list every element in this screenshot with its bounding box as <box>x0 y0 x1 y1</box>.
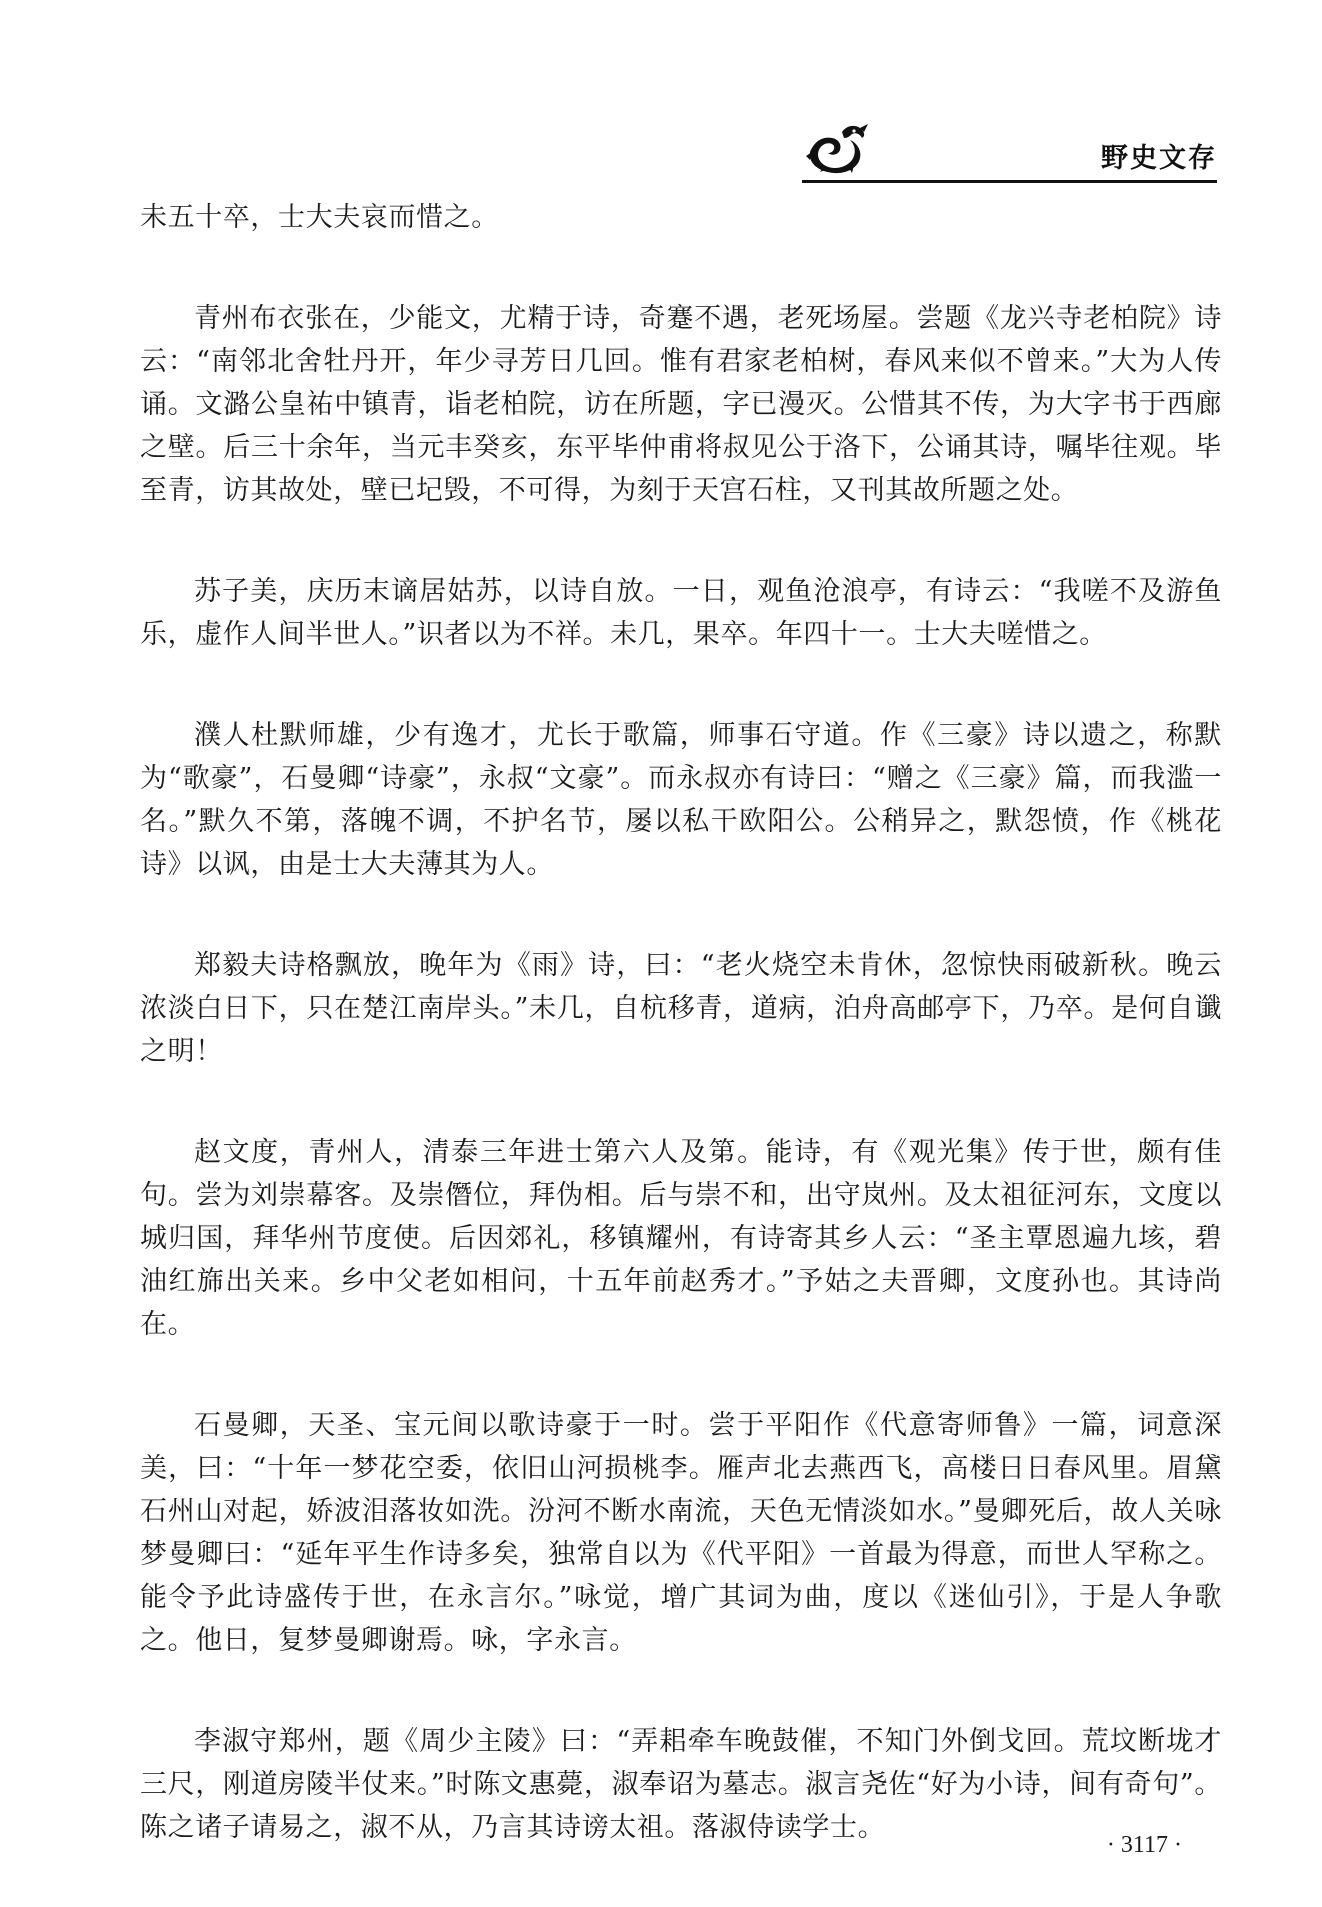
paragraph: 郑毅夫诗格飘放，晚年为《雨》诗，曰：“老火烧空未肯休，忽惊快雨破新秋。晚云浓淡白日下，只在楚江南岸头。”未几，自杭移青，道病，泊舟高邮亭下，乃卒。是何自谶之明！ <box>140 950 1222 1067</box>
main-text <box>140 196 1222 1907</box>
header-rule <box>802 180 1217 183</box>
paragraph: 石曼卿，天圣、宝元间以歌诗豪于一时。尝于平阳作《代意寄师鲁》一篇，词意深美，曰：“十年一梦花空委，依旧山河损桃李。雁声北去燕西飞，高楼日日春风里。眉黛石州山对起，娇波泪落妆如洗。汾河不断水南流，天色无情淡如水。”曼卿死后，故人关咏梦曼卿曰：“延年平生作诗多矣，独常自以为《代平阳》一首最为得意，而世人罕称之。能令予此诗盛传于世，在永言尔。”咏觉，增广其词为曲，度以《迷仙引》，于是人争歌之。他日，复梦曼卿谢焉。咏，字永言。 <box>140 1410 1222 1656</box>
paragraph: 赵文度，青州人，清泰三年进士第六人及第。能诗，有《观光集》传于世，颇有佳句。尝为刘崇幕客。及崇僭位，拜伪相。后与崇不和，出守岚州。及太祖征河东，文度以城归国，拜华州节度使。后因郊礼，移镇耀州，有诗寄其乡人云：“圣主覃恩遍九垓，碧油红旆出关来。乡中父老如相问，十五年前赵秀才。”予姑之夫晋卿，文度孙也。其诗尚在。 <box>140 1137 1222 1340</box>
book-title: 野史文存 <box>1101 143 1217 174</box>
paragraph: 未五十卒，士大夫哀而惜之。 <box>140 202 499 233</box>
running-header <box>802 118 1217 188</box>
page-number: · 3117 · <box>1106 1832 1182 1858</box>
paragraph: 濮人杜默师雄，少有逸才，尤长于歌篇，师事石守道。作《三豪》诗以遗之，称默为“歌豪”，石曼卿“诗豪”，永叔“文豪”。而永叔亦有诗曰：“赠之《三豪》篇，而我滥一名。”默久不第，落魄不调，不护名节，屡以私干欧阳公。公稍异之，默怨愤，作《桃花诗》以讽，由是士大夫薄其为人。 <box>140 720 1222 880</box>
dragon-emblem-icon <box>804 122 870 174</box>
paragraph: 李淑守郑州，题《周少主陵》曰：“弄耜牵车晚鼓催，不知门外倒戈回。荒坟断垅才三尺，刚道房陵半仗来。”时陈文惠薨，淑奉诏为墓志。淑言尧佐“好为小诗，间有奇句”。陈之诸子请易之，淑不从，乃言其诗谤太祖。落淑侍读学士。 <box>140 1726 1222 1843</box>
paragraph: 青州布衣张在，少能文，尤精于诗，奇蹇不遇，老死场屋。尝题《龙兴寺老柏院》诗云：“南邻北舍牡丹开，年少寻芳日几回。惟有君家老柏树，春风来似不曾来。”大为人传诵。文潞公皇祐中镇青，诣老柏院，访在所题，字已漫灭。公惜其不传，为大字书于西廊之壁。后三十余年，当元丰癸亥，东平毕仲甫将叔见公于洛下，公诵其诗，嘱毕往观。毕至青，访其故处，壁已圮毁，不可得，为刻于天宫石柱，又刊其故所题之处。 <box>140 303 1222 506</box>
paragraph: 苏子美，庆历末谪居姑苏，以诗自放。一日，观鱼沧浪亭，有诗云：“我嗟不及游鱼乐，虚作人间半世人。”识者以为不祥。未几，果卒。年四十一。士大夫嗟惜之。 <box>140 576 1222 650</box>
